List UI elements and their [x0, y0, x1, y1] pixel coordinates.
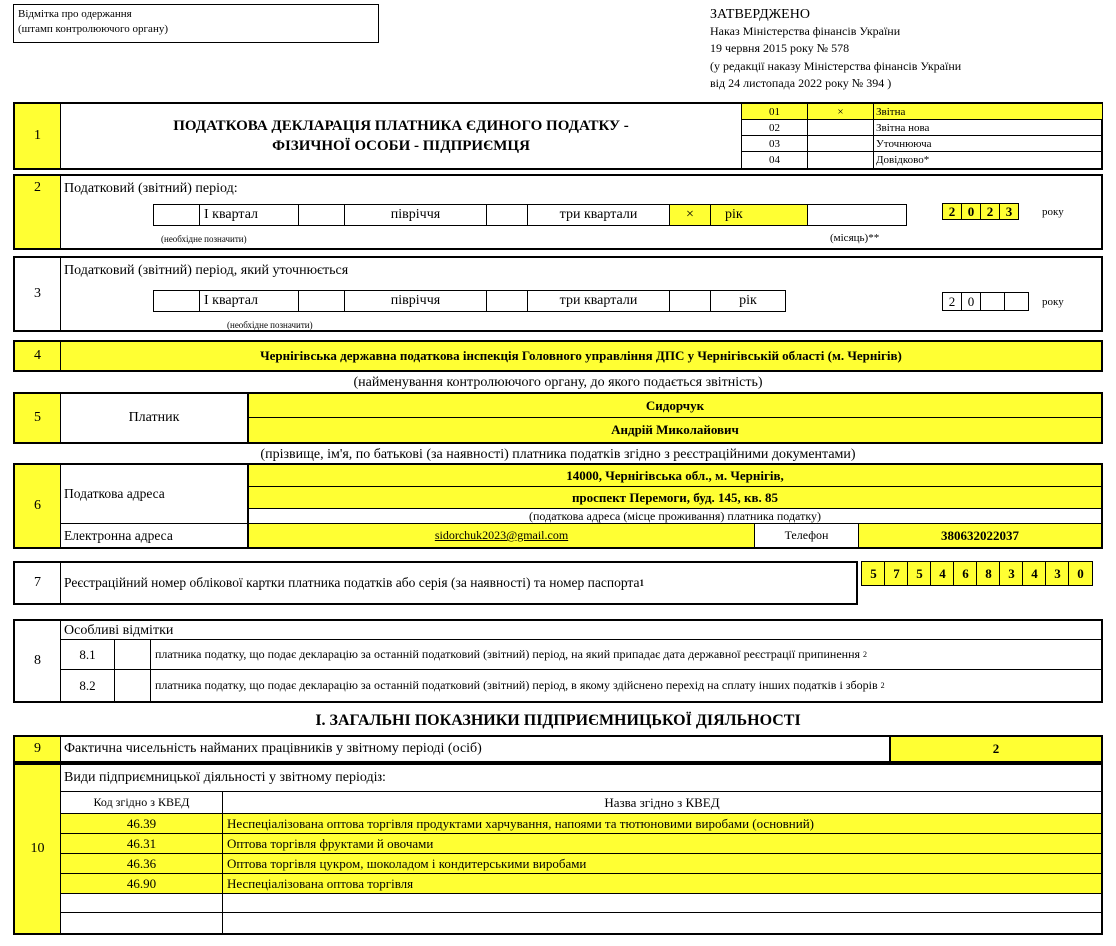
section-8-number: 8: [15, 621, 61, 701]
section-3: [13, 256, 1103, 332]
period-month-field[interactable]: [807, 204, 907, 226]
approval-line1: Наказ Міністерства фінансів України: [710, 24, 901, 38]
employees-label: Фактична чисельність найманих працівників у звітному періоді (осіб): [64, 741, 482, 756]
section-9: [13, 735, 1103, 763]
period-note: (необхідне позначити): [161, 234, 247, 244]
kved-name: [223, 894, 1101, 912]
kved-row[interactable]: [61, 874, 1101, 894]
period-half-checkbox[interactable]: [298, 204, 345, 226]
activity-types-title-text: Види підприємницької діяльності у звітному періоді: [64, 770, 378, 785]
type-mark[interactable]: ×: [808, 104, 874, 119]
tax-authority-caption: (найменування контролюючого органу, до якого подається звітність): [353, 375, 763, 390]
declaration-title: [61, 104, 741, 168]
tax-id-footnote: 1: [639, 578, 644, 588]
type-mark[interactable]: [808, 120, 874, 135]
period-half-label: півріччя: [344, 204, 487, 226]
type-code: 01: [742, 104, 808, 119]
tax-address-line2[interactable]: проспект Перемоги, буд. 145, кв. 85: [249, 487, 1101, 509]
tax-id-digit[interactable]: 3: [1045, 561, 1070, 586]
clarified-year-digit[interactable]: 2: [942, 292, 962, 311]
kved-code: [61, 913, 223, 933]
section-6: [13, 463, 1103, 549]
section-8: [13, 619, 1103, 703]
phone-label: Телефон: [755, 524, 859, 547]
tax-id-digit[interactable]: 3: [999, 561, 1024, 586]
period-q1-label: I квартал: [199, 204, 299, 226]
clarified-year-digit[interactable]: 0: [961, 292, 981, 311]
section-5: [13, 392, 1103, 444]
clarified-q1-checkbox[interactable]: [153, 290, 200, 312]
special-mark-code: 8.1: [61, 640, 115, 670]
kved-row[interactable]: [61, 894, 1101, 913]
period-year-label: рік: [710, 204, 808, 226]
declaration-title-line2: ФІЗИЧНОЇ ОСОБИ - ПІДПРИЄМЦЯ: [272, 138, 530, 154]
kved-code: 46.31: [61, 834, 223, 853]
declaration-type-row[interactable]: [742, 104, 1102, 120]
section-2-number: 2: [15, 176, 61, 248]
clarified-note: (необхідне позначити): [227, 320, 313, 330]
year-digit[interactable]: 2: [942, 203, 962, 220]
email-field[interactable]: [249, 524, 755, 547]
email-label: Електронна адреса: [61, 524, 249, 547]
declaration-type-row[interactable]: [742, 136, 1102, 152]
payer-given-names[interactable]: Андрій Миколайович: [249, 418, 1101, 442]
period-q3-label: три квартали: [527, 204, 670, 226]
kved-name: Оптова торгівля фруктами й овочами: [227, 835, 434, 851]
type-label: Звітна нова: [876, 121, 930, 134]
clarified-year-digit[interactable]: [980, 292, 1005, 311]
kved-code: 46.39: [61, 814, 223, 833]
section-6-number: 6: [15, 465, 61, 547]
section-10: [13, 763, 1103, 935]
clarified-q3-checkbox[interactable]: [486, 290, 528, 312]
special-mark-footnote: 2: [863, 650, 868, 659]
tax-id-digit[interactable]: 5: [907, 561, 932, 586]
period-q1-checkbox[interactable]: [153, 204, 200, 226]
tax-id-label: [64, 563, 854, 603]
tax-id-digit[interactable]: 4: [1022, 561, 1047, 586]
special-mark-text: [151, 670, 1101, 701]
kved-code: [61, 894, 223, 912]
kved-name: Неспеціалізована оптова торгівля: [227, 875, 414, 891]
kved-row[interactable]: [61, 913, 1101, 933]
clarified-period-title: Податковий (звітний) період, який уточнюється: [64, 263, 349, 278]
period-title: Податковий (звітний) період:: [64, 181, 238, 196]
section-1: [13, 102, 1103, 170]
approval-line4: від 24 листопада 2022 року № 394 ): [710, 76, 892, 90]
employees-value[interactable]: 2: [889, 737, 1101, 761]
tax-address-line1[interactable]: 14000, Чернігівська обл., м. Чернігів,: [249, 465, 1101, 487]
payer-label: Платник: [61, 394, 249, 442]
clarified-year-suffix: року: [1042, 296, 1064, 308]
approval-block: [710, 6, 1110, 91]
section-2: [13, 174, 1103, 250]
clarified-q1-label: I квартал: [199, 290, 299, 312]
declaration-type-table: [741, 104, 1101, 168]
section-5-number: 5: [15, 394, 61, 442]
kved-name-header: Назва згідно з КВЕД: [223, 792, 1101, 814]
section-9-number: 9: [15, 737, 61, 761]
special-mark-text-value: платника податку, що подає декларацію за останній податковий (звітний) період, в якому здійснено перехід на сплату інших податків і зборів: [155, 678, 878, 692]
approval-line2: 19 червня 2015 року № 578: [710, 41, 850, 55]
tax-id-digit[interactable]: 5: [861, 561, 886, 586]
section-3-number: 3: [15, 258, 61, 330]
type-code: 02: [742, 120, 808, 135]
kved-name: Оптова торгівля цукром, шоколадом і кондитерськими виробами: [227, 855, 587, 871]
tax-id-digit[interactable]: 8: [976, 561, 1001, 586]
section-1-number: 1: [15, 104, 61, 168]
tax-authority-name[interactable]: Чернігівська державна податкова інспекція Головного управління ДПС у Чернігівській області (м. Чернігів): [260, 348, 902, 363]
section-4: [13, 340, 1103, 372]
type-code: 03: [742, 136, 808, 151]
tax-id-digit[interactable]: 7: [884, 561, 909, 586]
tax-address-caption: (податкова адреса (місце проживання) платника податку): [249, 509, 1101, 524]
period-q3-checkbox[interactable]: [486, 204, 528, 226]
clarified-q3-label: три квартали: [527, 290, 670, 312]
section-heading: I. ЗАГАЛЬНІ ПОКАЗНИКИ ПІДПРИЄМНИЦЬКОЇ ДІЯЛЬНОСТІ: [315, 712, 801, 729]
period-month-note: (місяць)**: [830, 232, 880, 244]
tax-id-digits: [861, 561, 1101, 587]
special-mark-text: [151, 640, 1101, 670]
special-mark-text-value: платника податку, що подає декларацію за останній податковий (звітний) період, на який припадає дата державної реєстрації припинення: [155, 647, 861, 661]
type-mark[interactable]: [808, 136, 874, 151]
tax-id-digit[interactable]: 0: [1068, 561, 1093, 586]
activity-types-title: [64, 765, 1064, 791]
activity-types-title-end: :: [381, 770, 386, 785]
approval-line3: (у редакції наказу Міністерства фінансів України: [710, 59, 962, 73]
year-suffix: року: [1042, 206, 1064, 218]
year-digit[interactable]: 3: [999, 203, 1019, 220]
period-year-checkbox[interactable]: ×: [669, 204, 711, 226]
tax-id-label-text: Реєстраційний номер облікової картки платника податків або серія (за наявності) та номер паспорта: [64, 575, 640, 590]
clarified-year-digit[interactable]: [1004, 292, 1029, 311]
approval-title: ЗАТВЕРДЖЕНО: [710, 7, 810, 22]
clarified-year-checkbox[interactable]: [669, 290, 711, 312]
declaration-type-row[interactable]: [742, 152, 1102, 168]
phone-value[interactable]: 380632022037: [859, 524, 1101, 547]
kved-code: 46.90: [61, 874, 223, 893]
clarified-half-label: півріччя: [344, 290, 487, 312]
special-mark-code: 8.2: [61, 670, 115, 701]
year-digit[interactable]: 2: [980, 203, 1000, 220]
tax-address-label: Податкова адреса: [61, 465, 249, 524]
stamp-line2: (штамп контролюючого органу): [18, 23, 168, 35]
kved-code-header: Код згідно з КВЕД: [61, 792, 223, 814]
payer-caption: (прізвище, ім'я, по батькові (за наявності) платника податків згідно з реєстраційними документами): [260, 447, 856, 462]
special-mark-footnote: 2: [880, 681, 885, 690]
activity-types-footnote: 3: [377, 773, 382, 783]
special-marks-title: Особливі відмітки: [64, 623, 174, 638]
section-7-number: 7: [15, 563, 61, 603]
type-label: Уточнююча: [876, 137, 932, 150]
clarified-half-checkbox[interactable]: [298, 290, 345, 312]
type-mark[interactable]: [808, 152, 874, 168]
year-digit[interactable]: 0: [961, 203, 981, 220]
kved-row[interactable]: [61, 854, 1101, 874]
special-mark-checkbox[interactable]: [115, 640, 151, 670]
declaration-title-line1: ПОДАТКОВА ДЕКЛАРАЦІЯ ПЛАТНИКА ЄДИНОГО ПОДАТКУ -: [173, 118, 629, 134]
special-mark-checkbox[interactable]: [115, 670, 151, 701]
section-7: [13, 561, 858, 605]
kved-code: 46.36: [61, 854, 223, 873]
type-code: 04: [742, 152, 808, 168]
kved-row[interactable]: [61, 834, 1101, 854]
kved-name: [223, 913, 1101, 933]
type-label: Довідково*: [876, 154, 930, 166]
stamp-line1: Відмітка про одержання: [18, 8, 132, 20]
receipt-stamp-box: [13, 4, 379, 43]
tax-id-digit[interactable]: 4: [930, 561, 955, 586]
kved-name: Неспеціалізована оптова торгівля продуктами харчування, напоями та тютюновими виробами (основний): [227, 815, 814, 831]
kved-row[interactable]: [61, 814, 1101, 834]
clarified-year-label: рік: [710, 290, 786, 312]
type-label: Звітна: [874, 104, 1102, 119]
declaration-type-row[interactable]: [742, 120, 1102, 136]
email-value[interactable]: sidorchuk2023@gmail.com: [434, 528, 569, 542]
tax-id-digit[interactable]: 6: [953, 561, 978, 586]
section-10-number: 10: [15, 765, 61, 933]
payer-surname[interactable]: Сидорчук: [249, 394, 1101, 418]
section-4-number: 4: [15, 342, 61, 370]
